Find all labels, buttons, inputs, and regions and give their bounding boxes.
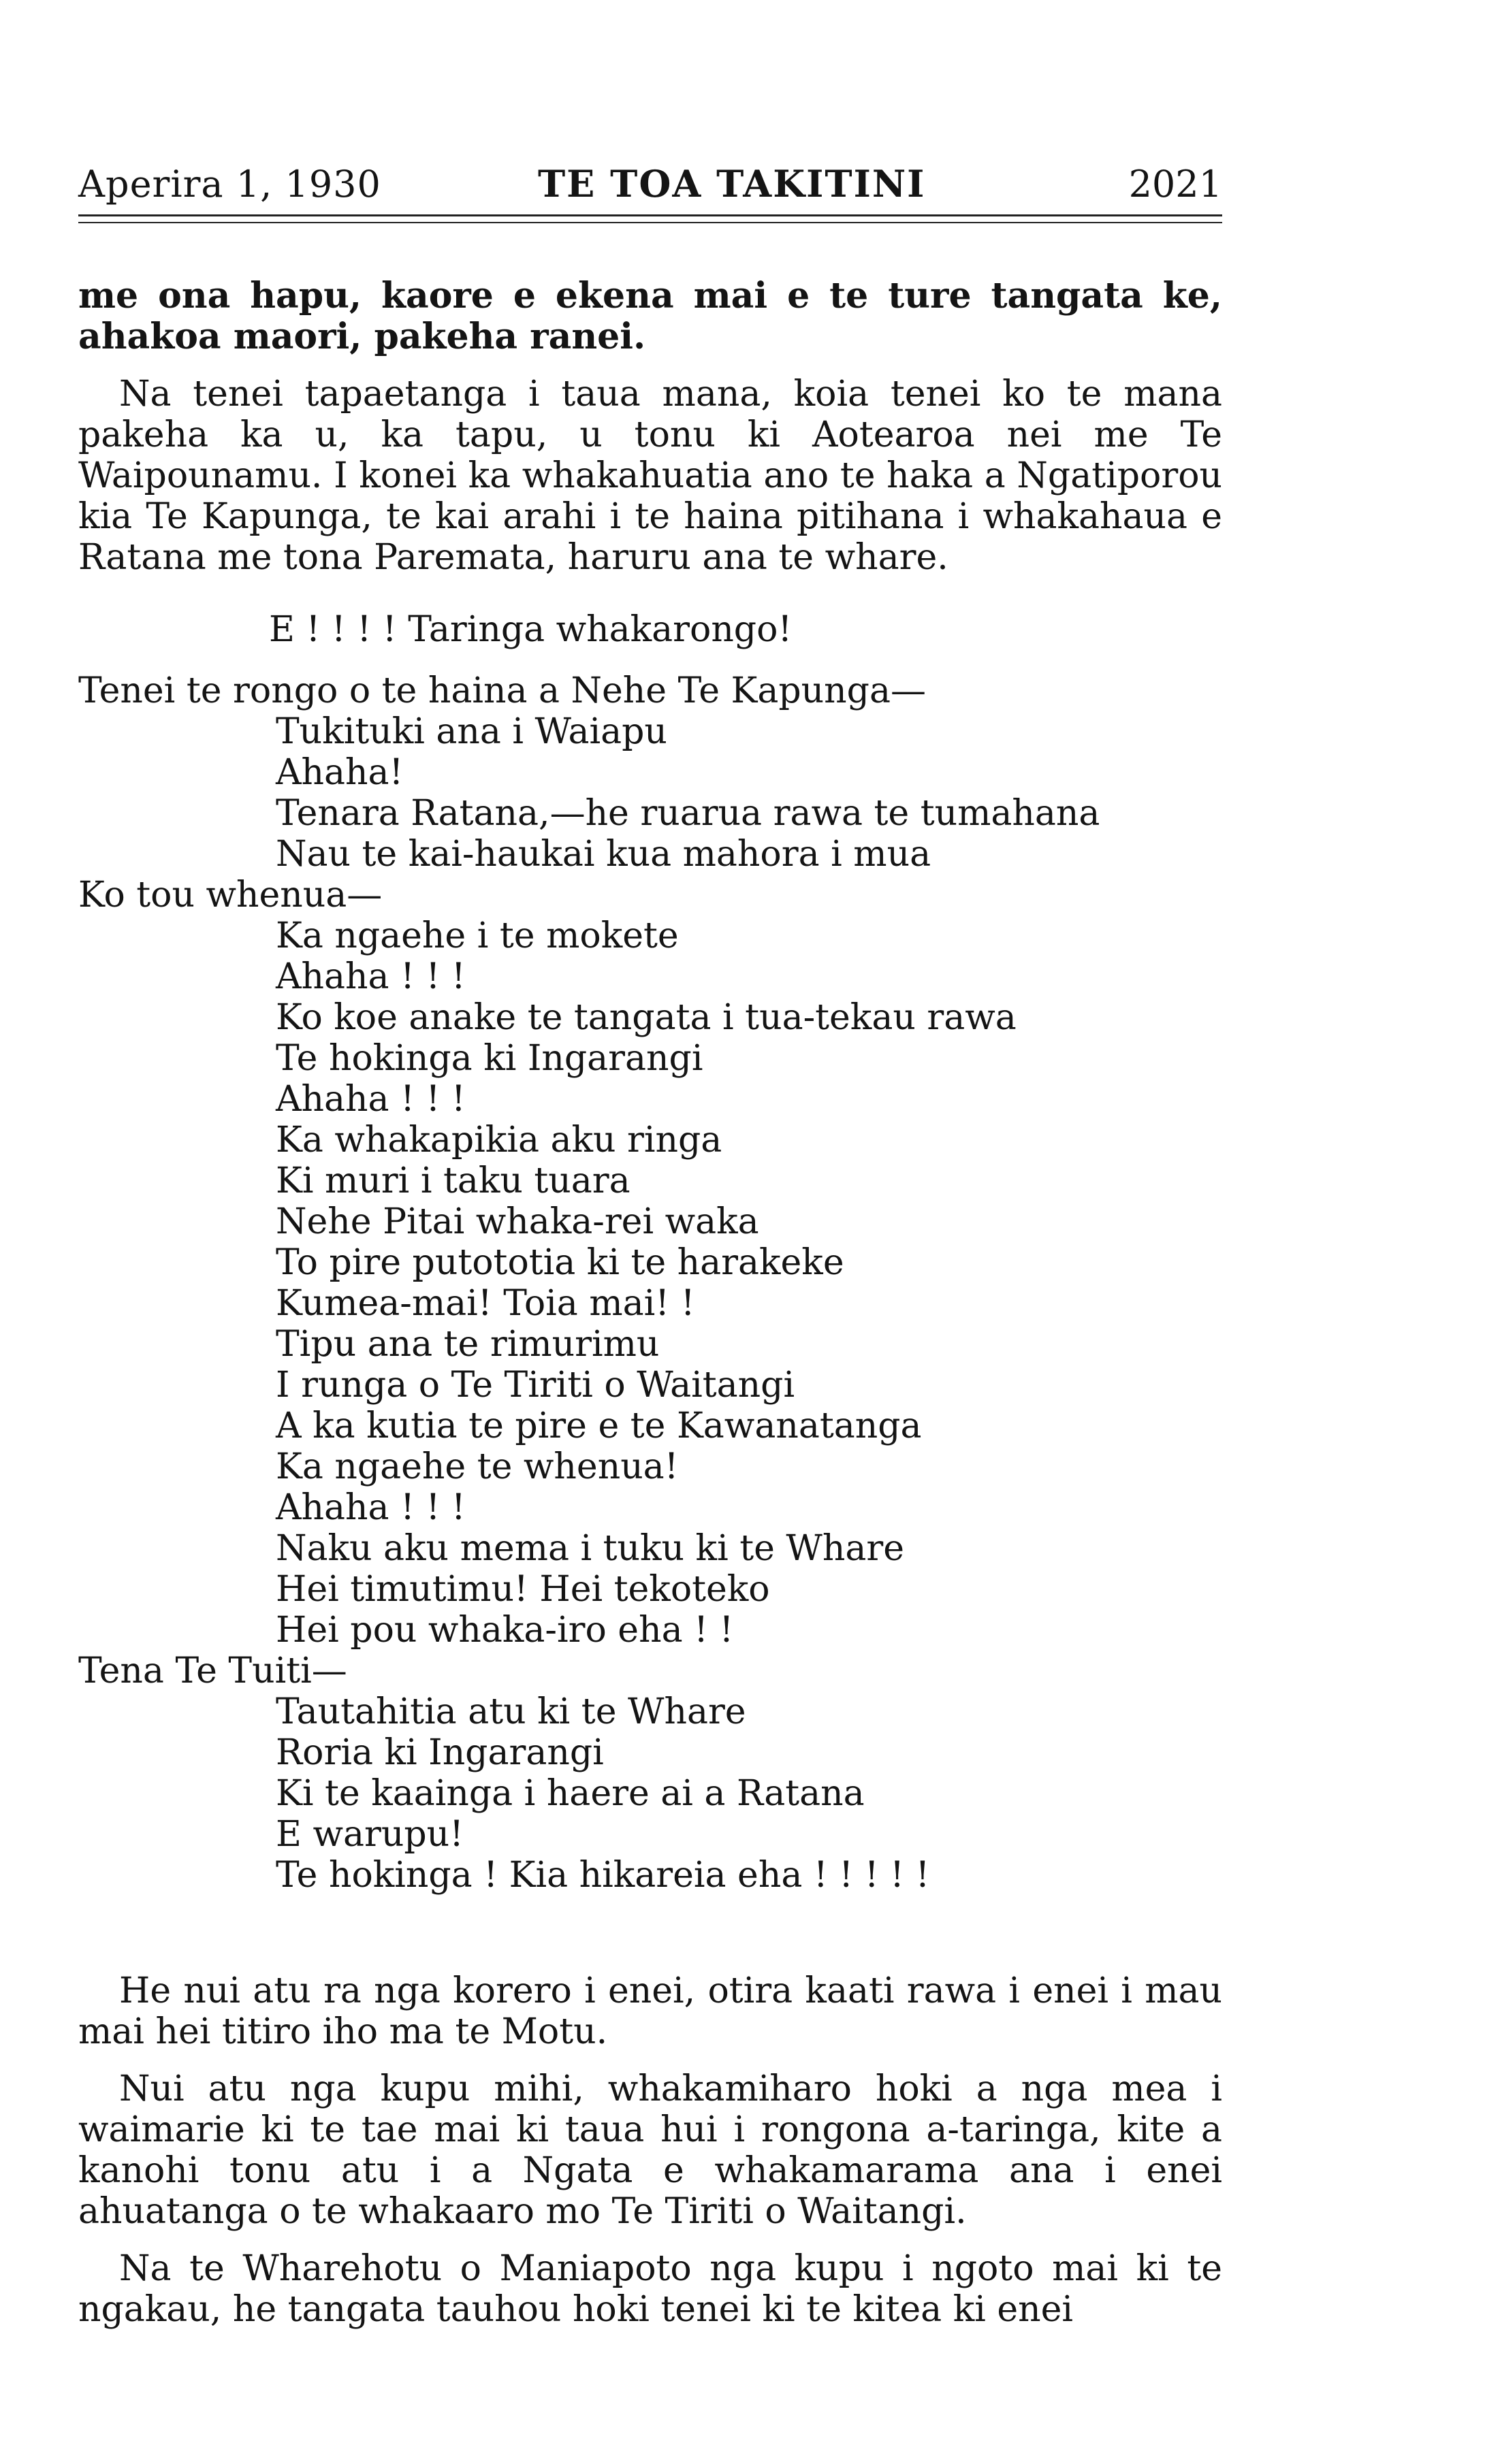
verse-line: Tukituki ana i Waiapu bbox=[276, 711, 667, 752]
verse-line: Ka ngaehe te whenua! bbox=[276, 1446, 679, 1487]
header-rule bbox=[78, 214, 1222, 216]
haka-verse bbox=[78, 609, 1222, 1896]
verse-line: Ahaha ! ! ! bbox=[276, 1487, 466, 1528]
paragraph: He nui atu ra nga korero i enei, otira kaati rawa i enei i mau mai hei titiro iho ma te Motu. bbox=[78, 1971, 1222, 2052]
verse-line: To pire putototia ki te harakeke bbox=[276, 1242, 844, 1283]
running-header bbox=[78, 158, 1222, 206]
verse-line: Ahaha! bbox=[276, 752, 404, 793]
verse-line: Naku aku mema i tuku ki te Whare bbox=[276, 1528, 904, 1569]
paragraph: Na te Wharehotu o Maniapoto nga kupu i ngoto mai ki te ngakau, he tangata tauhou hoki tenei ki te kitea ki enei bbox=[78, 2248, 1222, 2330]
verse-line: Ka ngaehe i te mokete bbox=[276, 915, 679, 956]
verse-line: Hei timutimu! Hei tekoteko bbox=[276, 1569, 770, 1610]
verse-line: Tipu ana te rimurimu bbox=[276, 1324, 660, 1365]
verse-line: Nau te kai-haukai kua mahora i mua bbox=[276, 834, 931, 875]
issue-date: Aperira 1, 1930 bbox=[78, 163, 381, 206]
verse-line: Ahaha ! ! ! bbox=[276, 956, 466, 997]
verse-line: Ko koe anake te tangata i tua-tekau rawa bbox=[276, 997, 1017, 1038]
verse-line: Roria ki Ingarangi bbox=[276, 1732, 604, 1773]
verse-line: Ki te kaainga i haere ai a Ratana bbox=[276, 1773, 865, 1814]
verse-line: Hei pou whaka-iro eha ! ! bbox=[276, 1610, 734, 1651]
opening-text bbox=[78, 276, 1222, 594]
verse-line: Tenara Ratana,—he ruarua rawa te tumahana bbox=[276, 793, 1100, 834]
verse-line: E warupu! bbox=[276, 1814, 464, 1855]
verse-line: Te hokinga ! Kia hikareia eha ! ! ! ! ! bbox=[276, 1855, 930, 1896]
verse-line: Ki muri i taku tuara bbox=[276, 1161, 630, 1201]
haka-opening-cry: E ! ! ! ! Taringa whakarongo! bbox=[269, 609, 793, 650]
closing-text bbox=[78, 1971, 1222, 2346]
verse-line: Tautahitia atu ki te Whare bbox=[276, 1691, 746, 1732]
verse-line: Ahaha ! ! ! bbox=[276, 1079, 466, 1120]
paragraph: Nui atu nga kupu mihi, whakamiharo hoki a nga mea i waimarie ki te tae mai ki taua hui i rongona a-taringa, kite a kanohi tonu atu i a Ngata e whakamarama ana i enei ahuatanga o te whakaaro mo Te Tiriti o Waitangi. bbox=[78, 2069, 1222, 2232]
verse-line: Te hokinga ki Ingarangi bbox=[276, 1038, 703, 1079]
page-number: 2021 bbox=[1128, 163, 1222, 206]
publication-title: TE TOA TAKITINI bbox=[538, 162, 926, 206]
verse-line: Kumea-mai! Toia mai! ! bbox=[276, 1283, 695, 1324]
verse-line: Ka whakapikia aku ringa bbox=[276, 1120, 722, 1161]
verse-line: A ka kutia te pire e te Kawanatanga bbox=[276, 1406, 922, 1446]
verse-line: Nehe Pitai whaka-rei waka bbox=[276, 1201, 759, 1242]
verse-lead-line: Tena Te Tuiti— bbox=[78, 1651, 347, 1691]
header-rule-double bbox=[78, 222, 1222, 223]
continued-paragraph: me ona hapu, kaore e ekena mai e te ture tangata ke, ahakoa maori, pakeha ranei. bbox=[78, 275, 1222, 357]
verse-lead-line: Tenei te rongo o te haina a Nehe Te Kapunga— bbox=[78, 670, 926, 711]
verse-line: I runga o Te Tiriti o Waitangi bbox=[276, 1365, 795, 1406]
verse-lead-line: Ko tou whenua— bbox=[78, 875, 383, 915]
paragraph: Na tenei tapaetanga i taua mana, koia tenei ko te mana pakeha ka u, ka tapu, u tonu ki Aotearoa nei me Te Waipounamu. I konei ka whakahuatia ano te haka a Ngatiporou kia Te Kapunga, te kai arahi i te haina pitihana i whakahaua e Ratana me tona Paremata, haruru ana te whare. bbox=[78, 374, 1222, 578]
